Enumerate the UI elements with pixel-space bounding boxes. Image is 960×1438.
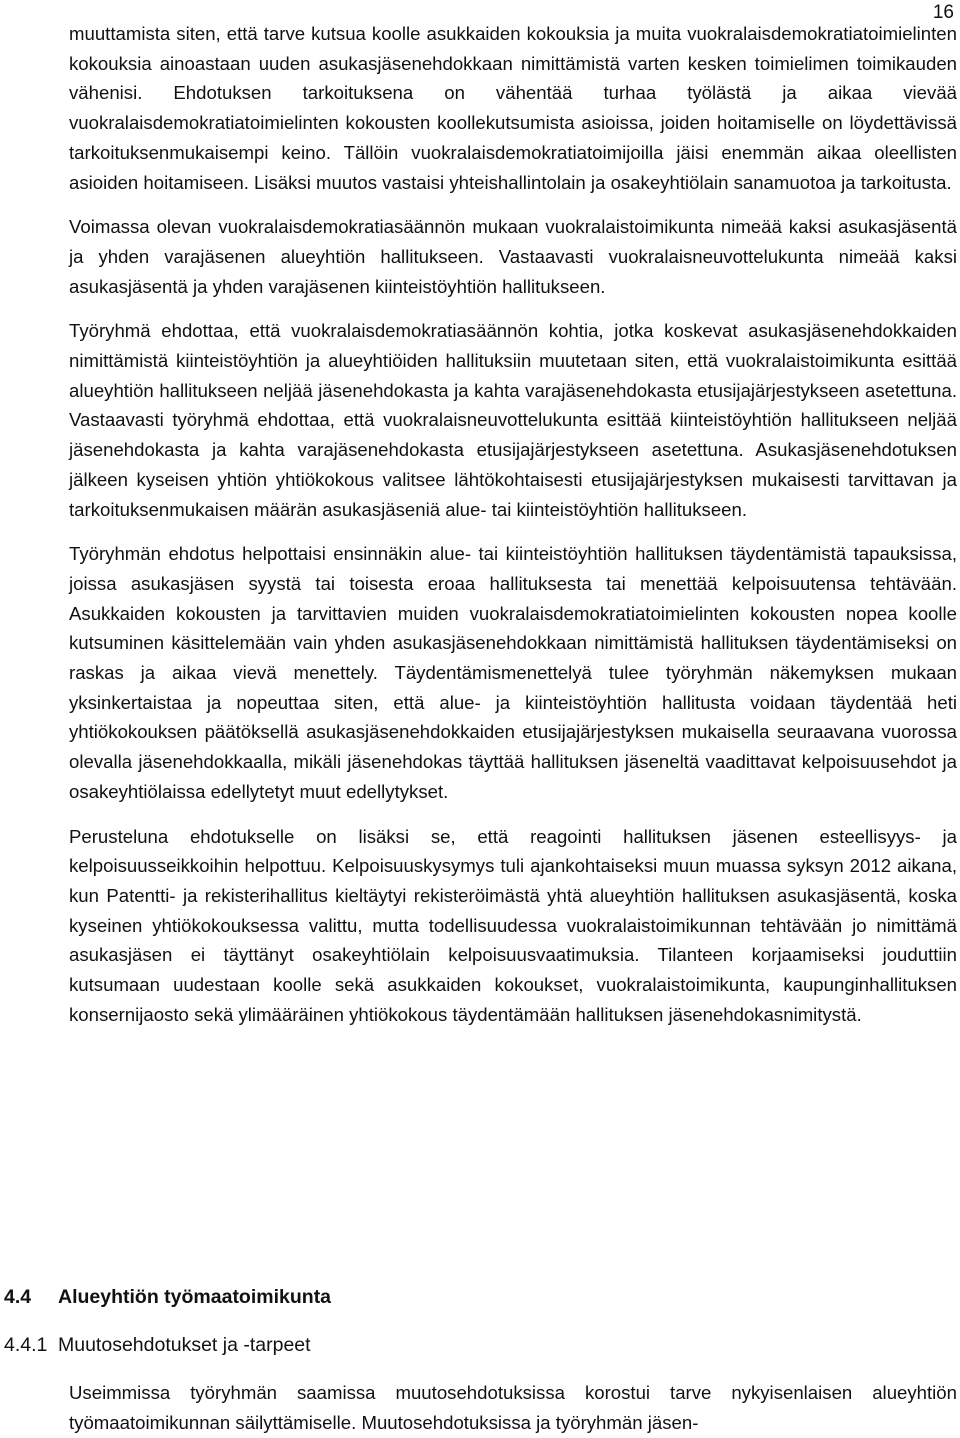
section-number: 4.4 [4,1286,32,1308]
paragraph: Perusteluna ehdotukselle on lisäksi se, että reagointi hallituksen jäsenen esteellisyys- ja kelpoisuusseikkoihin helpottuu. Kelpoisuuskysymys tuli ajankohtaiseksi muun muassa syksyn 2012 aikana, kun Patentti- ja rekisterihallitus kieltäytyi rekisteröimästä yhtä alueyhtiön hallituksen asukasjäsentä, koska kyseinen yhtiökokouksessa valittu, mutta todellisuudessa vuokralaistoimikunnan tehtävään jo nimittämä asukasjäsen ei täyttänyt osakeyhtiölain kelpoisuusvaatimuksia. Tilanteen korjaamiseksi jouduttiin kutsumaan uudestaan koolle sekä asukkaiden kokoukset, vuokralaistoimikunta, kaupunginhallituksen konsernijaosto sekä ylimääräinen yhtiökokous täydentämään hallituksen jäsenehdokasnimitystä. [69,825,957,1025]
subsection-number: 4.4.1 [4,1334,48,1356]
paragraph: Työryhmä ehdottaa, että vuokralaisdemokratiasäännön kohtia, jotka koskevat asukasjäsenehdokkaiden nimittämistä kiinteistöyhtiön ja alueyhtiöiden hallituksiin muutetaan siten, että vuokralaistoimikunta esittää alueyhtiön hallitukseen neljää jäsenehdokasta ja kahta varajäsenehdokasta etusijajärjestykseen asetettuna. Vastaavasti työryhmä ehdottaa, että vuokralaisneuvottelukunta esittää kiinteistöyhtiön hallitukseen neljää jäsenehdokasta ja kahta varajäsenehdokasta etusijajärjestykseen asetettuna. Asukasjäsenehdotuksen jälkeen kyseisen yhtiön yhtiökokous valitsee lähtökohtaisesti etusijajärjestyksen mukaisesti tarvittavan ja tarkoituksenmukaisen määrän asukasjäseniä alue- tai kiinteistöyhtiön hallitukseen. [69,320,957,520]
subsection-title: Muutosehdotukset ja -tarpeet [58,1334,311,1356]
section-title: Alueyhtiön työmaatoimikunta [58,1286,332,1308]
body-text [69,19,957,1030]
section-heading [4,1283,331,1311]
subsection-heading [4,1331,311,1359]
paragraph: Useimmissa työryhmän saamissa muutosehdotuksissa korostui tarve nykyisenlaisen alueyhtiön työmaatoimikunnan säilyttämiselle. Muutosehdotuksissa ja työryhmän jäsen- [69,1382,957,1433]
paragraph: muuttamista siten, että tarve kutsua koolle asukkaiden kokouksia ja muita vuokralaisdemokratiatoimielinten kokouksia ainoastaan uuden asukasjäsenehdokkaan nimittämistä varten kesken toimielimen toimikauden vähenisi. Ehdotuksen tarkoituksena on vähentää turhaa työlästä ja aikaa vievää vuokralaisdemokratiatoimielinten kokousten koollekutsumista asioissa, joiden hoitamiselle on löydettävissä tarkoituksenmukaisempi keino. Tällöin vuokralaisdemokratiatoimijoilla jäisi enemmän aikaa oleellisten asioiden hoitamiseen. Lisäksi muutos vastaisi yhteishallintolain ja osakeyhtiölain sanamuotoa ja tarkoitusta. [69,23,957,193]
page-number: 16 [932,2,954,23]
paragraph: Voimassa olevan vuokralaisdemokratiasäännön mukaan vuokralaistoimikunta nimeää kaksi asukasjäsentä ja yhden varajäsenen alueyhtiön hallitukseen. Vastaavasti vuokralaisneuvottelukunta nimeää kaksi asukasjäsentä ja yhden varajäsenen kiinteistöyhtiön hallitukseen. [69,216,957,297]
paragraph: Työryhmän ehdotus helpottaisi ensinnäkin alue- tai kiinteistöyhtiön hallituksen täydentämistä tapauksissa, joissa asukasjäsen syystä tai toisesta eroaa hallituksesta tai menettää kelpoisuutensa tehtävään. Asukkaiden kokousten ja tarvittavien muiden vuokralaisdemokratiatoimielinten kokousten nopea koolle kutsuminen käsittelemään vain yhden asukasjäsenehdokkaan nimittämistä hallituksen täydentämiseksi on raskas ja aikaa vievä menettely. Täydentämismenettelyä tulee työryhmän näkemyksen mukaan yksinkertaistaa ja nopeuttaa siten, että alue- ja kiinteistöyhtiön hallitusta voidaan täydentää heti yhtiökokouksen päätöksellä asukasjäsenehdokkaiden etusijajärjestyksen mukaisella seuraavana vuorossa olevalla jäsenehdokkaalla, mikäli jäsenehdokas täyttää hallituksen jäseneltä vaadittavat kelpoisuusehdot ja osakeyhtiölaissa edellytetyt muut edellytykset. [69,543,957,802]
